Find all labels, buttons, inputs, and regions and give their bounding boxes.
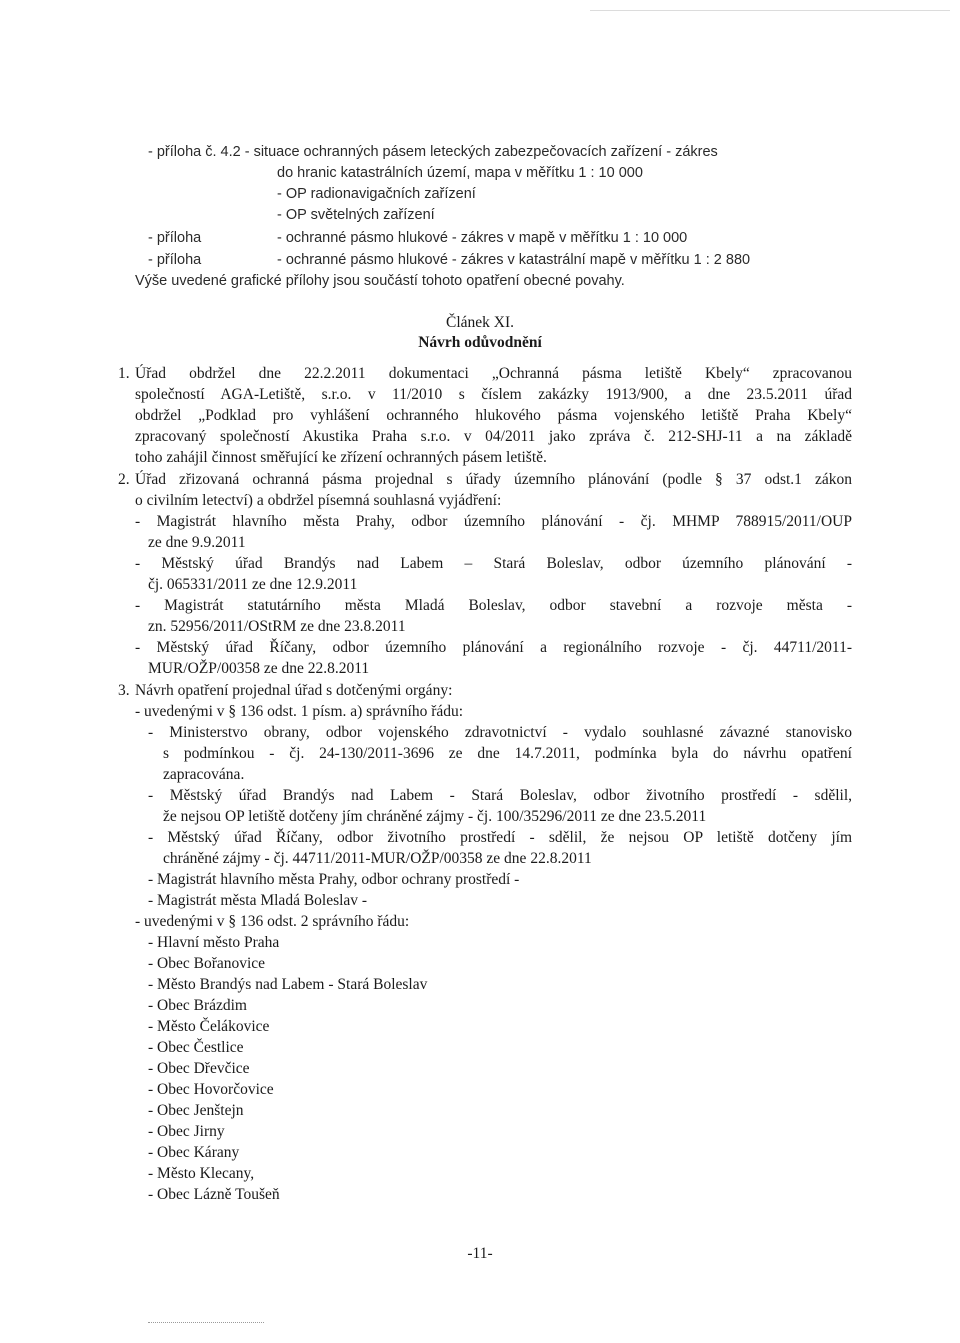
- paragraph-line: - Městský úřad Říčany, odbor životního prostředí - sdělil, že nejsou OP letiště dotčeny jím: [148, 829, 852, 846]
- paragraph-line: - Městský úřad Brandýs nad Labem - Stará Boleslav, odbor životního prostředí - sdělil,: [148, 787, 852, 804]
- paragraph-line: Úřad obdržel dne 22.2.2011 dokumentaci „Ochranná pásma letiště Kbely“ zpracovanou: [135, 365, 852, 382]
- paragraph-line: - uvedenými v § 136 odst. 2 správního řádu:: [135, 913, 410, 930]
- article-number: Článek XI.: [445, 314, 514, 331]
- attachment-line: - ochranné pásmo hlukové - zákres v mapě v měřítku 1 : 10 000: [277, 230, 688, 246]
- paragraph-line: - Městský úřad Říčany, odbor územního plánování a regionálního rozvoje - čj. 44711/2011-: [135, 639, 852, 656]
- paragraph-number: 3.: [118, 682, 130, 699]
- paragraph-line: zpracovaný společností Akustika Praha s.r.o. v 04/2011 jako zpráva č. 212-SHJ-11 a na základě: [135, 428, 852, 445]
- list-item: - Obec Bořanovice: [148, 955, 266, 972]
- paragraph-line: o civilním letectví) a obdržel písemná souhlasná vyjádření:: [135, 492, 502, 509]
- attachment-note: Výše uvedené grafické přílohy jsou součástí tohoto opatření obecné povahy.: [135, 273, 625, 289]
- scan-edge-line: [590, 10, 950, 11]
- paragraph-line: chráněné zájmy - čj. 44711/2011-MUR/OŽP/00358 ze dne 22.8.2011: [163, 850, 592, 867]
- list-item: - Město Čelákovice: [148, 1018, 270, 1035]
- paragraph-line: zn. 52956/2011/OStRM ze dne 23.8.2011: [148, 618, 406, 635]
- attachment-line: - ochranné pásmo hlukové - zákres v katastrální mapě v měřítku 1 : 2 880: [277, 252, 751, 268]
- page-number: -11-: [467, 1245, 493, 1262]
- paragraph-line: - Magistrát statutárního města Mladá Boleslav, odbor stavební a rozvoje města -: [135, 597, 852, 614]
- attachment-line: - OP radionavigačních zařízení: [277, 186, 476, 202]
- scan-artifact-dots: [148, 1322, 264, 1323]
- paragraph-line: - Magistrát města Mladá Boleslav -: [148, 892, 368, 909]
- attachment-line: - příloha č. 4.2 - situace ochranných pásem leteckých zabezpečovacích zařízení - zákres: [148, 144, 718, 160]
- attachment-label: - příloha: [148, 252, 202, 268]
- paragraph-line: - uvedenými v § 136 odst. 1 písm. a) správního řádu:: [135, 703, 464, 720]
- list-item: - Obec Jenštejn: [148, 1102, 244, 1119]
- paragraph-line: - Magistrát hlavního města Prahy, odbor ochrany prostředí -: [148, 871, 520, 888]
- list-item: - Město Brandýs nad Labem - Stará Boleslav: [148, 976, 428, 993]
- paragraph-line: - Ministerstvo obrany, odbor vojenského zdravotnictví - vydalo souhlasné závazné stanovisko: [148, 724, 852, 741]
- paragraph-line: společností AGA-Letiště, s.r.o. v 11/2010 s číslem zakázky 1913/900, a dne 23.5.2011 úřad: [135, 386, 852, 403]
- paragraph-line: - Městský úřad Brandýs nad Labem – Stará Boleslav, odbor územního plánování -: [135, 555, 852, 572]
- list-item: - Obec Jirny: [148, 1123, 225, 1140]
- attachment-line: - OP světelných zařízení: [277, 207, 435, 223]
- paragraph-line: - Magistrát hlavního města Prahy, odbor územního plánování - čj. MHMP 788915/2011/OUP: [135, 513, 852, 530]
- paragraph-line: s podmínkou - čj. 24-130/2011-3696 ze dne 14.7.2011, podmínka byla do návrhu opatření: [163, 745, 852, 762]
- paragraph-line: že nejsou OP letiště dotčeny jím chráněné zájmy - čj. 100/35296/2011 ze dne 23.5.2011: [163, 808, 707, 825]
- paragraph-number: 1.: [118, 365, 130, 382]
- paragraph-line: MUR/OŽP/00358 ze dne 22.8.2011: [148, 660, 370, 677]
- paragraph-line: toho zahájil činnost směřující ke zřízení ochranných pásem letiště.: [135, 449, 547, 466]
- list-item: - Obec Lázně Toušeň: [148, 1186, 280, 1203]
- list-item: - Obec Kárany: [148, 1144, 240, 1161]
- paragraph-line: Návrh opatření projednal úřad s dotčenými orgány:: [135, 682, 453, 699]
- attachment-line: do hranic katastrálních území, mapa v měřítku 1 : 10 000: [277, 165, 643, 181]
- list-item: - Obec Dřevčice: [148, 1060, 250, 1077]
- list-item: - Město Klecany,: [148, 1165, 255, 1182]
- paragraph-line: ze dne 9.9.2011: [148, 534, 246, 551]
- list-item: - Hlavní město Praha: [148, 934, 280, 951]
- paragraph-line: obdržel „Podklad pro vyhlášení ochranného hlukového pásma vojenského letiště Praha Kbely“: [135, 407, 852, 424]
- list-item: - Obec Brázdim: [148, 997, 247, 1014]
- article-title: Návrh odůvodnění: [418, 334, 542, 351]
- attachment-label: - příloha: [148, 230, 202, 246]
- paragraph-line: zapracována.: [163, 766, 245, 783]
- list-item: - Obec Hovorčovice: [148, 1081, 274, 1098]
- paragraph-line: čj. 065331/2011 ze dne 12.9.2011: [148, 576, 358, 593]
- paragraph-number: 2.: [118, 471, 130, 488]
- paragraph-line: Úřad zřizovaná ochranná pásma projednal s úřady územního plánování (podle § 37 odst.1 zákon: [135, 471, 852, 488]
- list-item: - Obec Čestlice: [148, 1039, 244, 1056]
